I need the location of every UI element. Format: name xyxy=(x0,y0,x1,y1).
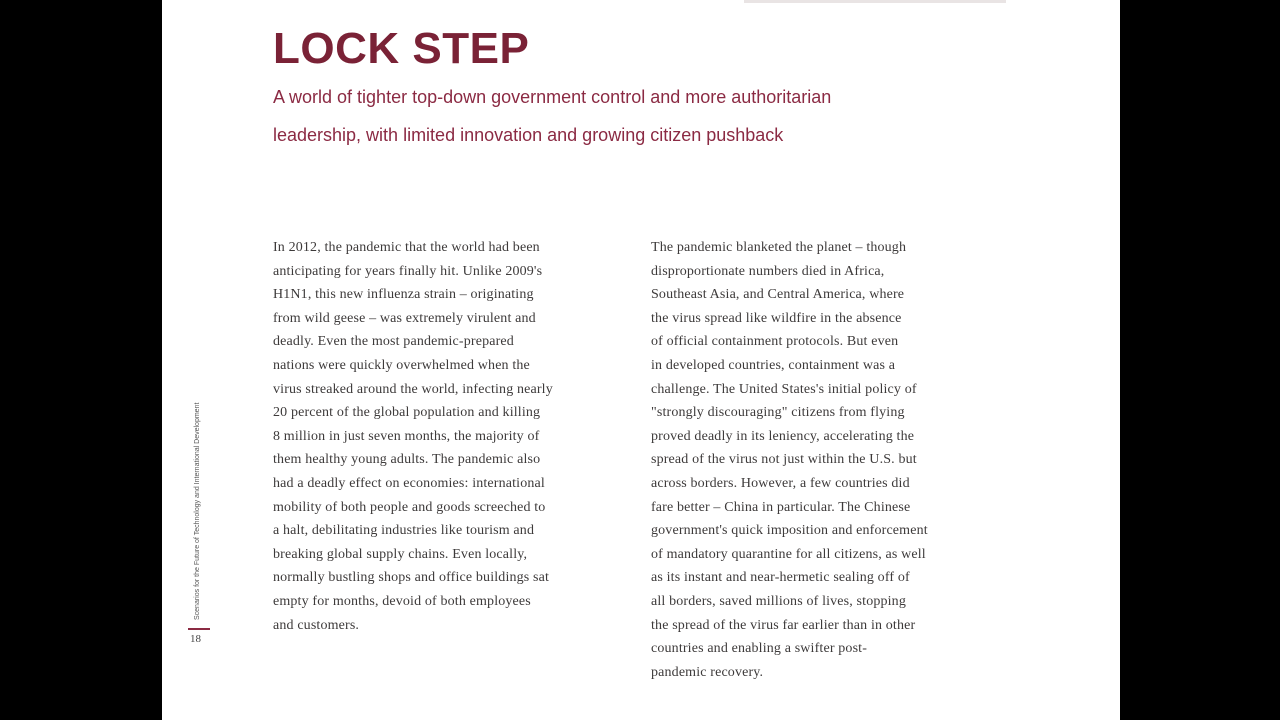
top-divider xyxy=(744,0,1006,3)
text-line: challenge. The United States's initial policy of xyxy=(651,381,917,397)
text-line: breaking global supply chains. Even locally, xyxy=(273,546,528,562)
text-line: across borders. However, a few countries did xyxy=(651,475,910,491)
text-line: had a deadly effect on economies: international xyxy=(273,475,545,491)
text-line: the virus spread like wildfire in the absence xyxy=(651,310,902,326)
text-line: anticipating for years finally hit. Unlike 2009's xyxy=(273,263,543,279)
text-line: from wild geese – was extremely virulent and xyxy=(273,310,536,326)
text-line: pandemic recovery. xyxy=(651,664,764,680)
page-number-rule xyxy=(188,628,210,630)
text-line: spread of the virus not just within the U.S. but xyxy=(651,452,917,468)
scenario-title: LOCK STEP xyxy=(273,24,530,73)
text-line: The pandemic blanketed the planet – though xyxy=(651,240,907,255)
text-line: nations were quickly overwhelmed when the xyxy=(273,357,530,373)
scenario-subtitle: A world of tighter top-down government control and more authoritarian leadership, with limited innovation and growing citizen pushback xyxy=(273,87,832,145)
text-line: virus streaked around the world, infecting nearly xyxy=(273,381,553,397)
text-line: a halt, debilitating industries like tourism and xyxy=(273,523,535,539)
page-number: 18 xyxy=(190,633,201,645)
text-line: "strongly discouraging" citizens from flying xyxy=(651,405,905,421)
text-line: deadly. Even the most pandemic-prepared xyxy=(273,334,514,350)
left-text-column xyxy=(273,236,613,637)
text-line: In 2012, the pandemic that the world had been xyxy=(273,240,540,255)
text-line: 20 percent of the global population and killing xyxy=(273,405,541,421)
side-running-label: Scenarios for the Future of Technology and International Development xyxy=(194,402,201,620)
text-line: mobility of both people and goods screeched to xyxy=(273,499,546,515)
text-line: disproportionate numbers died in Africa, xyxy=(651,263,885,279)
text-line: in developed countries, containment was a xyxy=(651,357,896,373)
text-line: proved deadly in its leniency, accelerating the xyxy=(651,428,915,444)
text-line: all borders, saved millions of lives, stopping xyxy=(651,593,906,609)
text-line: 8 million in just seven months, the majority of xyxy=(273,428,540,444)
text-line: countries and enabling a swifter post- xyxy=(651,641,868,657)
text-line: of official containment protocols. But even xyxy=(651,334,899,350)
document-page xyxy=(162,0,1120,720)
text-line: normally bustling shops and office buildings sat xyxy=(273,570,550,586)
text-line: fare better – China in particular. The Chinese xyxy=(651,499,911,515)
text-line: as its instant and near-hermetic sealing off of xyxy=(651,570,910,586)
text-line: of mandatory quarantine for all citizens, as well xyxy=(651,546,926,562)
text-line: them healthy young adults. The pandemic also xyxy=(273,452,541,468)
right-text-column xyxy=(651,236,991,684)
text-line: and customers. xyxy=(273,617,360,633)
text-line: empty for months, devoid of both employees xyxy=(273,593,531,609)
text-line: Southeast Asia, and Central America, where xyxy=(651,287,905,303)
text-line: H1N1, this new influenza strain – originating xyxy=(273,287,534,303)
text-line: the spread of the virus far earlier than in other xyxy=(651,617,916,633)
text-line: government's quick imposition and enforcement xyxy=(651,523,928,539)
